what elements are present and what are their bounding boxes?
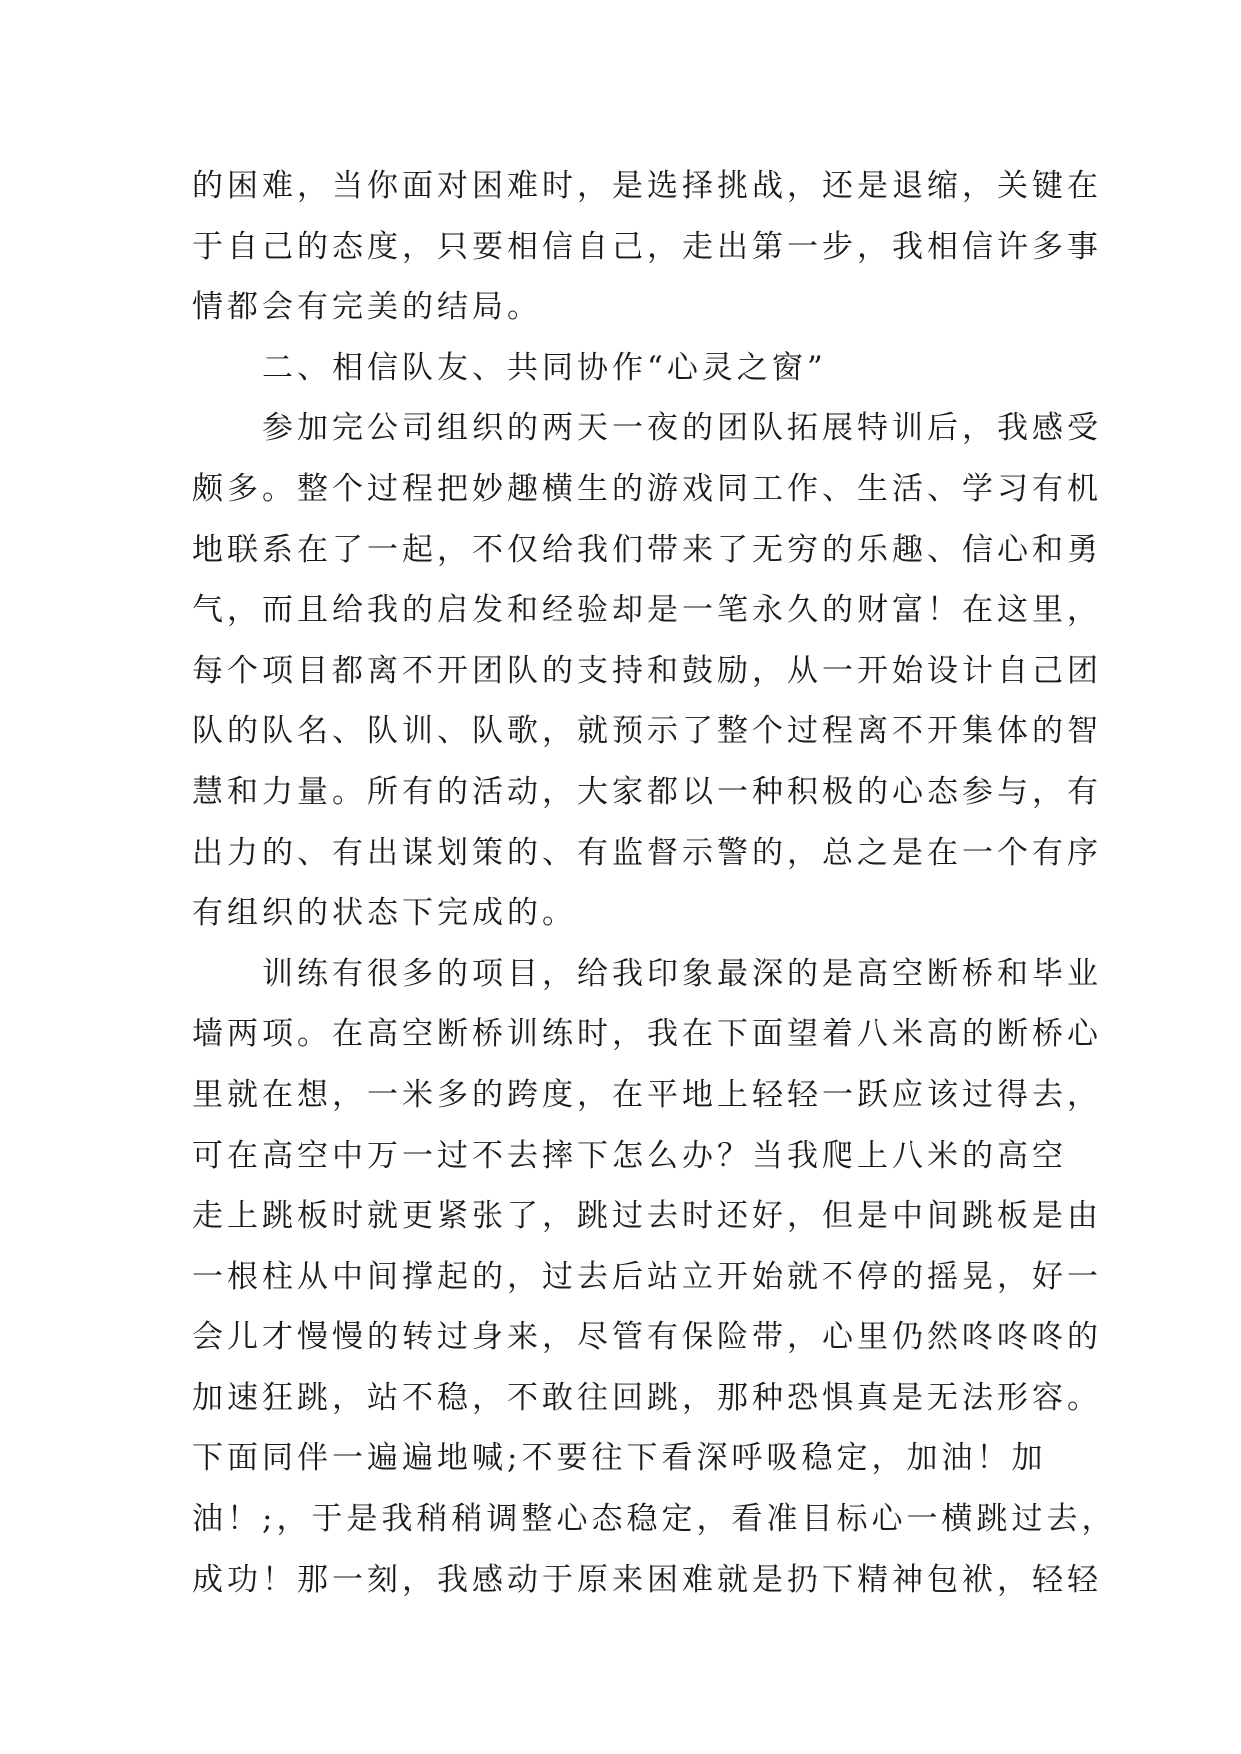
text-line: 墙两项。在高空断桥训练时，我在下面望着八米高的断桥心 [192, 1016, 1102, 1053]
section-heading: 二、相信队友、共同协作“心灵之窗” [262, 349, 827, 386]
text-line: 颇多。整个过程把妙趣横生的游戏同工作、生活、学习有机 [192, 470, 1102, 507]
text-line: 可在高空中万一过不去摔下怎么办？当我爬上八米的高空 [192, 1137, 1067, 1174]
text-line: 一根柱从中间撑起的，过去后站立开始就不停的摇晃，好一 [192, 1258, 1102, 1295]
text-line: 走上跳板时就更紧张了，跳过去时还好，但是中间跳板是由 [192, 1198, 1102, 1235]
body-text [192, 156, 1117, 1610]
paragraph-start: 参加完公司组织的两天一夜的团队拓展特训后，我感受 [262, 410, 1102, 447]
text-line: 每个项目都离不开团队的支持和鼓励，从一开始设计自己团 [192, 652, 1102, 689]
text-line: 出力的、有出谋划策的、有监督示警的，总之是在一个有序 [192, 834, 1102, 871]
text-line: 成功！那一刻，我感动于原来困难就是扔下精神包袱，轻轻 [192, 1561, 1102, 1598]
text-line: 于自己的态度，只要相信自己，走出第一步，我相信许多事 [192, 228, 1102, 265]
text-line: 气，而且给我的启发和经验却是一笔永久的财富！在这里， [192, 592, 1102, 629]
text-line: 下面同伴一遍遍地喊;不要往下看深呼吸稳定，加油！加 [192, 1440, 1047, 1477]
text-line: 慧和力量。所有的活动，大家都以一种积极的心态参与，有 [192, 773, 1102, 810]
text-line: 的困难，当你面对困难时，是选择挑战，还是退缩，关键在 [192, 168, 1102, 204]
text-line: 加速狂跳，站不稳，不敢往回跳，那种恐惧真是无法形容。 [192, 1379, 1102, 1416]
paragraph-start: 训练有很多的项目，给我印象最深的是高空断桥和毕业 [262, 955, 1102, 992]
text-line: 油！;，于是我稍稍调整心态稳定，看准目标心一横跳过去， [192, 1501, 1117, 1538]
text-line: 里就在想，一米多的跨度，在平地上轻轻一跃应该过得去， [192, 1076, 1102, 1113]
text-line: 情都会有完美的结局。 [192, 289, 542, 326]
text-line: 会儿才慢慢的转过身来，尽管有保险带，心里仍然咚咚咚的 [192, 1319, 1102, 1356]
text-line: 队的队名、队训、队歌，就预示了整个过程离不开集体的智 [192, 713, 1102, 750]
text-line: 地联系在了一起，不仅给我们带来了无穷的乐趣、信心和勇 [192, 531, 1102, 568]
text-line: 有组织的状态下完成的。 [192, 895, 577, 932]
